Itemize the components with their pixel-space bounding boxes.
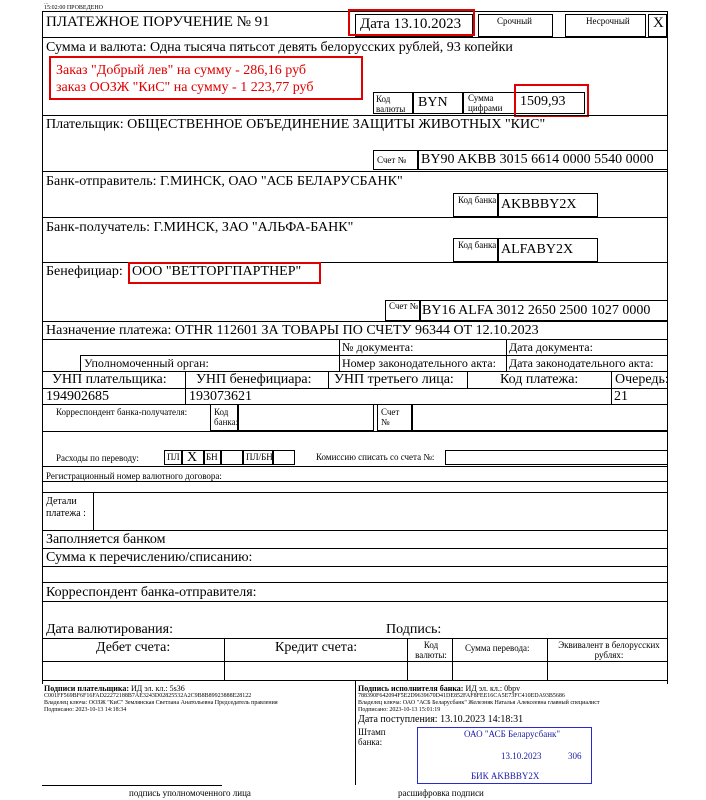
sender-bank-code-label: Код банка — [458, 195, 497, 205]
benef-account-label: Счет № — [389, 301, 419, 311]
payment-code-label: Код платежа: — [500, 372, 579, 387]
exec-sig-title: Подпись исполнителя банка: ИД эл. кл.: 0bpv — [358, 684, 521, 693]
footer-authorized-signature: подпись уполномоченного лица — [129, 788, 251, 798]
annotation-line-1: Заказ "Добрый лев" на сумму - 286,16 руб — [56, 63, 307, 78]
plbn-label: ПЛ/БН — [246, 452, 273, 462]
pl-label: ПЛ — [167, 452, 180, 462]
corr-bank-code-box — [238, 404, 374, 431]
corr-account-box — [412, 404, 668, 431]
receiver-bank: Банк-получатель: Г.МИНСК, ЗАО "АЛЬФА-БАНК" — [46, 220, 354, 235]
stamp-bank: ОАО "АСБ Беларусбанк" — [464, 729, 561, 739]
equivalent-label: Эквивалент в белорусских рублях: — [558, 640, 660, 660]
annotation-line-2: заказ ООЗЖ "КиС" на сумму - 1 223,77 руб — [56, 80, 314, 95]
unp-payer: 194902685 — [46, 389, 109, 404]
beneficiary-label: Бенефициар: — [46, 264, 123, 279]
details-label: Детали платежа : — [46, 496, 86, 519]
commission-label: Комиссию списать со счета №: — [316, 452, 435, 462]
transfer-costs-label: Расходы по переводу: — [56, 453, 139, 463]
date-highlight — [348, 9, 475, 36]
stamp-number: 306 — [568, 751, 582, 761]
bn-label: БН — [206, 452, 218, 462]
urgent-label: Срочный — [497, 16, 532, 26]
correspondent-label: Корреспондент банка-получателя: — [56, 407, 188, 417]
beneficiary: ООО "ВЕТТОРГПАРТНЕР" — [132, 264, 302, 279]
debit-label: Дебет счета: — [96, 640, 171, 655]
exec-sig-hash: 788390F642094F5E2D9639670D41DE852FAF8FEE16CA5E73FC410EDA93B5686 — [358, 693, 565, 699]
payer-sig-keyid: ИД эл. кл.: 5s36 — [131, 684, 185, 693]
amount-transfer-label: Сумма к перечислению/списанию: — [46, 550, 253, 565]
footer-signature-decoding: расшифровка подписи — [398, 788, 484, 798]
amount-words: Сумма и валюта: Одна тысяча пятьсот девять белорусских рублей, 93 копейки — [46, 40, 513, 55]
nonurgent-label: Несрочный — [586, 16, 630, 26]
priority: 21 — [614, 389, 628, 404]
law-number-label: Номер законодательного акта: — [342, 356, 496, 370]
stamp-date: 13.10.2023 — [501, 751, 542, 761]
header-status: 15:02:00 ПРОВЕДЕНО — [44, 5, 104, 11]
amount-digits: 1509,93 — [520, 94, 566, 109]
payer-sig-signed: Подписано: 2023-10-13 14:18:34 — [44, 707, 127, 713]
corr-account-label: Счет № — [381, 407, 400, 427]
value-date-label: Дата валютирования: — [46, 622, 173, 637]
document-title: ПЛАТЕЖНОЕ ПОРУЧЕНИЕ № 91 — [46, 14, 270, 30]
payer-sig-hash: C001FF569BF6F16FAD22272188B7AE3243D02825532A2C9B8B89923888E28122 — [44, 693, 252, 699]
document-date: Дата 13.10.2023 — [360, 16, 462, 32]
payer: Плательщик: ОБЩЕСТВЕННОЕ ОБЪЕДИНЕНИЕ ЗАЩИТЫ ЖИВОТНЫХ "КИС" — [46, 117, 546, 132]
sender-correspondent-label: Корреспондент банка-отправителя: — [46, 585, 257, 600]
receipt-date: Дата поступления: 13.10.2023 14:18:31 — [358, 714, 524, 725]
doc-number-label: № документа: — [342, 340, 414, 354]
stamp-bik: БИК AKBBBY2X — [471, 771, 540, 781]
nonurgent-mark: X — [653, 15, 664, 31]
payer-account: BY90 AKBB 3015 6614 0000 5540 0000 — [421, 152, 654, 167]
pl-mark: X — [187, 450, 198, 465]
unp-beneficiary: 193073621 — [189, 389, 252, 404]
stamp-label: Штамп банка: — [358, 727, 386, 747]
transfer-amount-label: Сумма перевода: — [465, 643, 530, 653]
priority-label: Очередь: — [615, 372, 669, 387]
payment-purpose: Назначение платежа: OTHR 112601 ЗА ТОВАРЫ ПО СЧЕТУ 96344 ОТ 12.10.2023 — [46, 323, 539, 338]
payer-sig-title: Подписи плательщика: ИД эл. кл.: 5s36 — [44, 684, 185, 693]
exec-sig-keyid: ИД эл. кл.: 0bpv — [465, 684, 521, 693]
corr-bank-code-label: Код банка: — [214, 407, 239, 427]
law-date-label: Дата законодательного акта: — [509, 356, 654, 370]
bn-checkbox — [221, 450, 243, 465]
credit-label: Кредит счета: — [275, 640, 358, 655]
sender-bank-code: AKBBBY2X — [501, 197, 577, 212]
receiver-bank-code: ALFABY2X — [501, 242, 574, 257]
curr-code-label-2: Код валюты: — [415, 640, 447, 660]
currency-code: BYN — [418, 95, 448, 110]
commission-account-box — [445, 450, 668, 465]
header-meta-line: ... — [44, 0, 49, 6]
unp-beneficiary-label: УНП бенефициара: — [196, 372, 312, 387]
payer-account-label: Счет № — [377, 155, 407, 165]
amount-digits-label: Сумма цифрами — [468, 93, 503, 113]
exec-sig-signed: Подписано: 2023-10-13 15:01:19 — [358, 707, 441, 713]
receiver-bank-code-label: Код банка — [458, 240, 497, 250]
beneficiary-highlight — [128, 262, 321, 284]
exec-sig-owner: Владелец ключа: ОАО "АСБ Беларусбанк" Железняк Наталья Алексеевна главный специалист — [358, 700, 600, 706]
doc-date-label: Дата документа: — [509, 340, 593, 354]
amount-highlight — [514, 84, 589, 117]
beneficiary-account: BY16 ALFA 3012 2650 2500 1027 0000 — [422, 303, 651, 318]
payer-sig-owner: Владелец ключа: ООЗЖ "КиС" Землянская Светлана Анатольевна Председатель правления — [44, 700, 278, 706]
reg-number-label: Регистрационный номер валютного договора: — [46, 471, 222, 481]
unp-third-party-label: УНП третьего лица: — [334, 372, 454, 387]
plbn-checkbox — [273, 450, 295, 465]
sender-bank: Банк-отправитель: Г.МИНСК, ОАО "АСБ БЕЛАРУСБАНК" — [46, 174, 403, 189]
unp-payer-label: УНП плательщика: — [52, 372, 167, 387]
currency-code-label: Код валюты — [376, 94, 406, 114]
authority-label: Уполномоченный орган: — [84, 356, 209, 370]
signature-label: Подпись: — [386, 622, 442, 637]
bank-fill-label: Заполняется банком — [46, 532, 166, 547]
